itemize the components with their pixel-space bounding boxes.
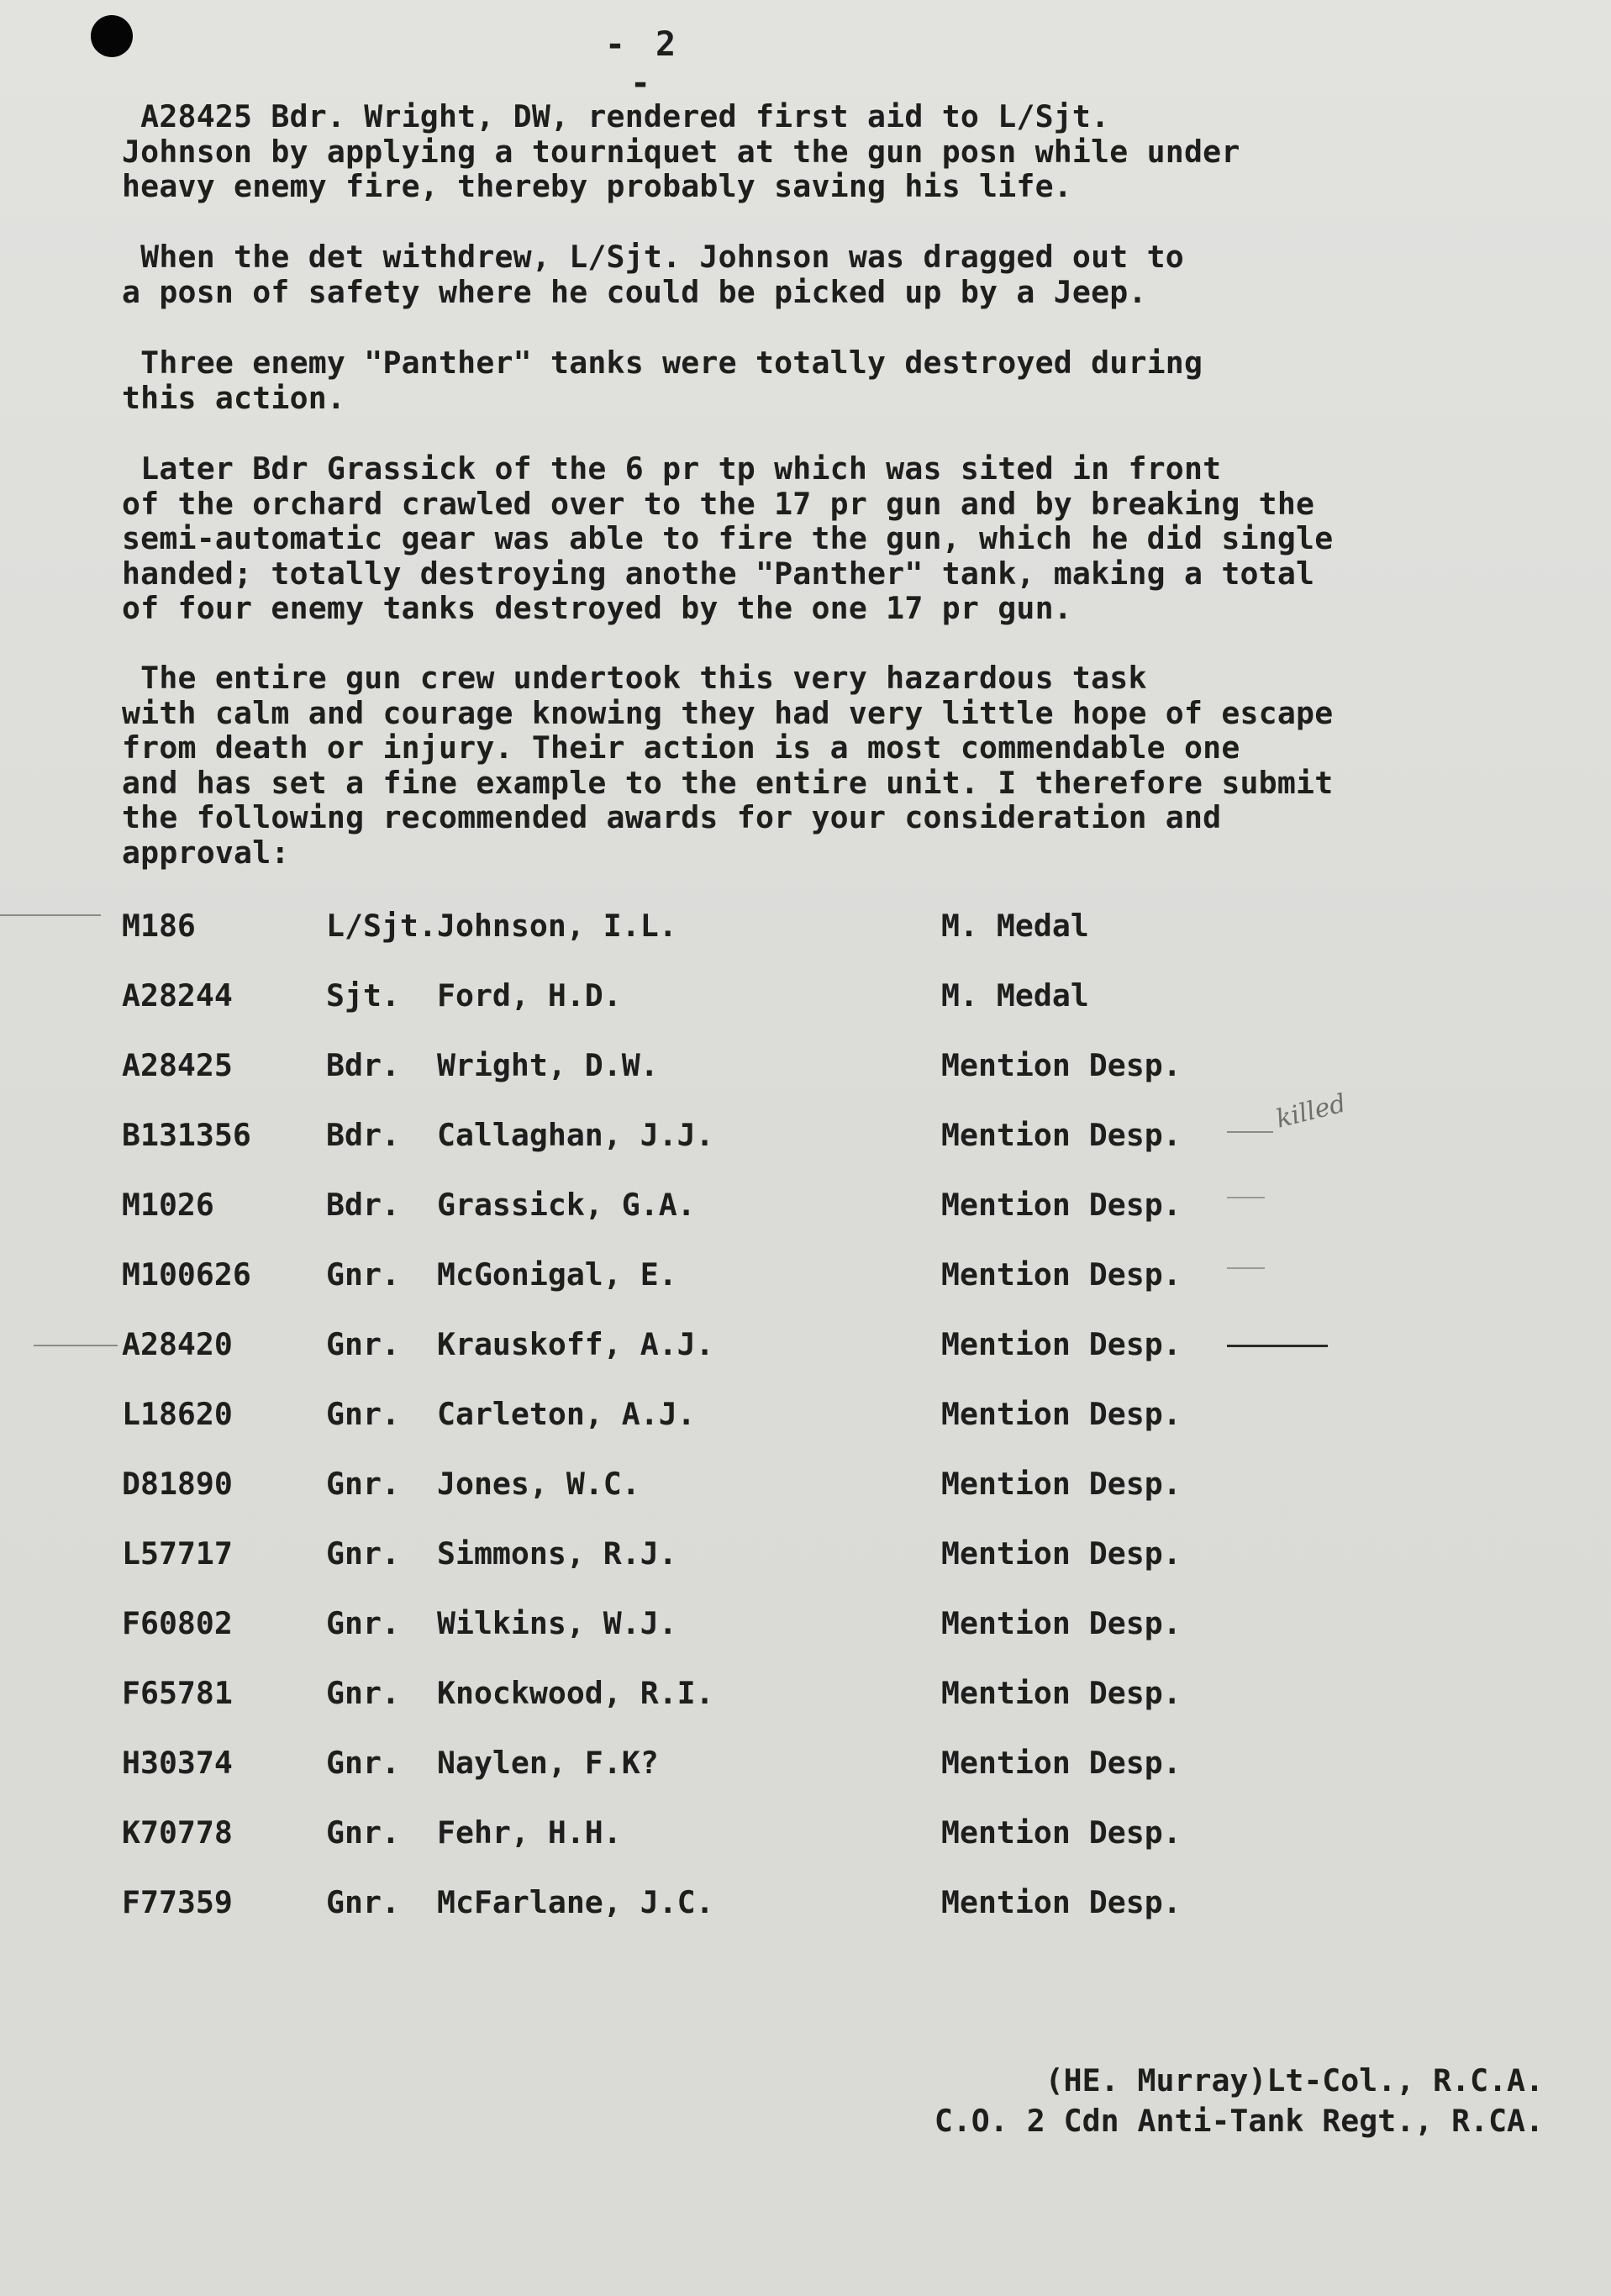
rank: Gnr. (326, 1326, 400, 1362)
award-row (0, 1187, 1611, 1224)
service-number: A28244 (122, 977, 233, 1014)
award-row (0, 1535, 1611, 1572)
soldier-name: McFarlane, J.C. (437, 1884, 714, 1920)
rank: Gnr. (326, 1466, 400, 1502)
award: Mention Desp. (941, 1187, 1182, 1223)
rank: Sjt. (326, 977, 400, 1014)
soldier-name: Fehr, H.H. (437, 1814, 622, 1851)
award: Mention Desp. (941, 1466, 1182, 1502)
award-row (0, 1326, 1611, 1363)
page-number: - 2 - (604, 25, 682, 103)
award: Mention Desp. (941, 1605, 1182, 1641)
service-number: M186 (122, 908, 196, 944)
paragraph-grassick: Later Bdr Grassick of the 6 pr tp which was sited in front of the orchard crawled over to the 17 pr gun and by breaking the semi-automatic gear was able to fire the gun, which he did single handed; totally destroying anothe "Panther" tank, making a total of four enemy tanks destroyed by the one 17 pr gun. (122, 450, 1334, 626)
service-number: A28425 (122, 1047, 233, 1083)
service-number: D81890 (122, 1466, 233, 1502)
paragraph-recommendation: The entire gun crew undertook this very hazardous task with calm and courage knowing they had very little hope of escape from death or injury. Their action is a most commendable one and has set a fine example to the entire unit. I therefore submit the following recommended awards for your consideration and approval: (122, 660, 1334, 871)
award: Mention Desp. (941, 1884, 1182, 1920)
award: Mention Desp. (941, 1814, 1182, 1851)
rank: Bdr. (326, 1047, 400, 1083)
award: M. Medal (941, 977, 1089, 1014)
soldier-name: Wilkins, W.J. (437, 1605, 677, 1641)
soldier-name: Knockwood, R.I. (437, 1675, 714, 1711)
service-number: K70778 (122, 1814, 233, 1851)
service-number: L57717 (122, 1535, 233, 1572)
award-row (0, 1047, 1611, 1084)
rank: Gnr. (326, 1745, 400, 1781)
paragraph-panthers: Three enemy "Panther" tanks were totally destroyed during this action. (122, 345, 1203, 416)
pencil-mark (34, 1345, 118, 1346)
rank: Gnr. (326, 1396, 400, 1432)
soldier-name: Naylen, F.K? (437, 1745, 659, 1781)
rank: Gnr. (326, 1675, 400, 1711)
rank: Gnr. (326, 1814, 400, 1851)
award: M. Medal (941, 908, 1089, 944)
award: Mention Desp. (941, 1117, 1182, 1153)
soldier-name: Ford, H.D. (437, 977, 622, 1014)
pencil-mark (1227, 1131, 1273, 1133)
soldier-name: Jones, W.C. (437, 1466, 640, 1502)
award-row (0, 1884, 1611, 1921)
award: Mention Desp. (941, 1675, 1182, 1711)
paragraph-withdrawal: When the det withdrew, L/Sjt. Johnson was dragged out to a posn of safety where he could be picked up by a Jeep. (122, 239, 1184, 310)
service-number: L18620 (122, 1396, 233, 1432)
soldier-name: Simmons, R.J. (437, 1535, 677, 1572)
pencil-mark (1227, 1197, 1265, 1198)
rank: Bdr. (326, 1117, 400, 1153)
soldier-name: Johnson, I.L. (437, 908, 677, 944)
rank: Gnr. (326, 1256, 400, 1293)
service-number: F60802 (122, 1605, 233, 1641)
paragraph-first-aid: A28425 Bdr. Wright, DW, rendered first aid to L/Sjt. Johnson by applying a tourniquet at the gun posn while under heavy enemy fire, thereby probably saving his life. (122, 98, 1240, 204)
award: Mention Desp. (941, 1745, 1182, 1781)
award-row (0, 1745, 1611, 1782)
punch-hole (91, 15, 133, 57)
rank: Bdr. (326, 1187, 400, 1223)
service-number: B131356 (122, 1117, 251, 1153)
signature-name: (HE. Murray)Lt-Col., R.C.A. (1045, 2062, 1544, 2099)
award-row (0, 1396, 1611, 1433)
service-number: M1026 (122, 1187, 214, 1223)
award: Mention Desp. (941, 1396, 1182, 1432)
rank: Gnr. (326, 1535, 400, 1572)
award-row (0, 1675, 1611, 1712)
service-number: M100626 (122, 1256, 251, 1293)
pencil-mark (1227, 1267, 1265, 1269)
soldier-name: McGonigal, E. (437, 1256, 677, 1293)
handwritten-note: killed (1273, 1088, 1349, 1135)
soldier-name: Callaghan, J.J. (437, 1117, 714, 1153)
award: Mention Desp. (941, 1256, 1182, 1293)
award-row (0, 908, 1611, 945)
award-row (0, 1256, 1611, 1293)
rank: Gnr. (326, 1605, 400, 1641)
award-row (0, 1466, 1611, 1503)
service-number: H30374 (122, 1745, 233, 1781)
soldier-name: Grassick, G.A. (437, 1187, 696, 1223)
award: Mention Desp. (941, 1535, 1182, 1572)
service-number: A28420 (122, 1326, 233, 1362)
award-row (0, 977, 1611, 1014)
award: Mention Desp. (941, 1047, 1182, 1083)
award: Mention Desp. (941, 1326, 1182, 1362)
award-row (0, 1117, 1611, 1154)
rank: L/Sjt. (326, 908, 437, 944)
rank: Gnr. (326, 1884, 400, 1920)
award-row (0, 1605, 1611, 1642)
service-number: F77359 (122, 1884, 233, 1920)
pencil-underline (1227, 1345, 1328, 1347)
soldier-name: Krauskoff, A.J. (437, 1326, 714, 1362)
pencil-mark (0, 914, 101, 916)
soldier-name: Wright, D.W. (437, 1047, 659, 1083)
signature-title: C.O. 2 Cdn Anti-Tank Regt., R.CA. (934, 2103, 1544, 2139)
service-number: F65781 (122, 1675, 233, 1711)
award-row (0, 1814, 1611, 1851)
soldier-name: Carleton, A.J. (437, 1396, 696, 1432)
